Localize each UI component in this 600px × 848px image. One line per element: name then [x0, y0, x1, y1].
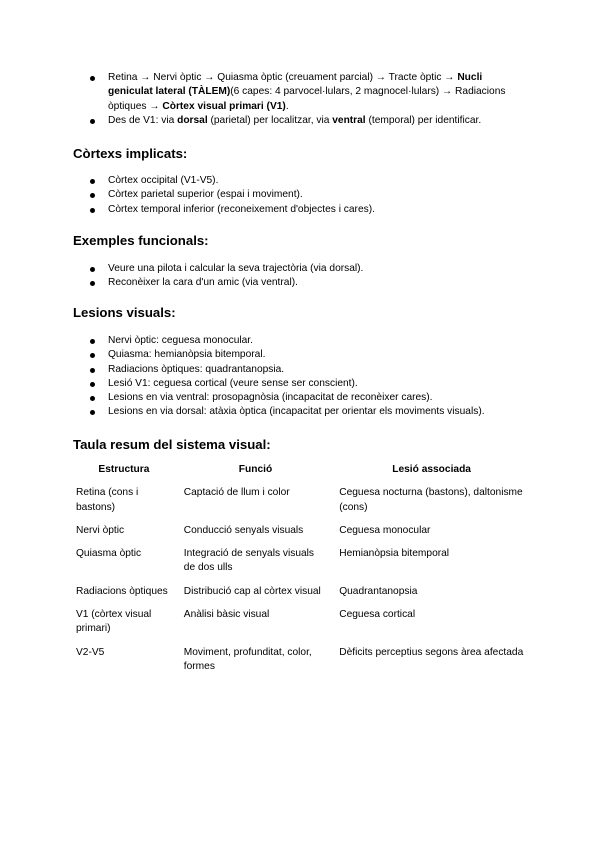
- list-item: Veure una pilota i calcular la seva trajectòria (via dorsal).: [88, 262, 528, 276]
- table-row: [70, 608, 530, 646]
- table-cell: Anàlisi bàsic visual: [183, 609, 270, 621]
- text-run: .: [285, 100, 289, 112]
- table-row: [70, 524, 530, 547]
- text-run: Des de V1: via: [108, 114, 178, 126]
- section-heading-lesions: Lesions visuals:: [73, 305, 176, 320]
- list-item: Lesions en via dorsal: atàxia òptica (incapacitat per orientar els moviments visuals).: [88, 405, 528, 419]
- list-item: Còrtex parietal superior (espai i moviment).: [88, 188, 528, 202]
- column-header: Estructura: [98, 464, 150, 475]
- text-run: (parietal) per localitzar, via: [207, 114, 333, 126]
- pathway-list: [88, 71, 528, 128]
- examples-list: [88, 262, 528, 291]
- list-item: Radiacions òptiques: quadrantanopsia.: [88, 363, 528, 377]
- bold-run: dorsal: [177, 114, 208, 126]
- table-cell: Ceguesa monocular: [339, 524, 431, 536]
- table-cell: Retina (cons i bastons): [76, 487, 139, 513]
- table-header-row: [70, 457, 530, 486]
- table-row: [70, 646, 530, 684]
- table-cell: Quadrantanopsia: [339, 585, 418, 597]
- table-row: [70, 547, 530, 585]
- table-row: [70, 486, 530, 524]
- section-heading-table: Taula resum del sistema visual:: [73, 437, 271, 452]
- table-cell: Nervi òptic: [76, 524, 125, 536]
- table-cell: Ceguesa cortical: [339, 609, 416, 621]
- text-run: (temporal) per identificar.: [365, 114, 482, 126]
- text-run: (6 capes: 4 parvocel·lulars, 2 magnocel·lulars) → Radiacions òptiques →: [108, 86, 506, 112]
- bold-run: Nucli geniculat lateral (TÀLEM): [108, 72, 483, 98]
- list-item: Quiasma: hemianòpsia bitemporal.: [88, 348, 528, 362]
- cortex-list: [88, 174, 528, 217]
- list-item: Còrtex temporal inferior (reconeixement d'objectes i cares).: [88, 203, 528, 217]
- list-item: Lesió V1: ceguesa cortical (veure sense ser conscient).: [88, 377, 528, 391]
- list-item: Nervi òptic: ceguesa monocular.: [88, 334, 528, 348]
- table-cell: V1 (còrtex visual primari): [76, 609, 152, 635]
- summary-table: [70, 457, 530, 683]
- list-item: Còrtex occipital (V1-V5).: [88, 174, 528, 188]
- column-header: Funció: [238, 464, 273, 475]
- table-cell: Dèficits perceptius segons àrea afectada: [339, 646, 524, 658]
- table-cell: Moviment, profunditat, color, formes: [183, 646, 312, 672]
- lesions-list: [88, 334, 528, 420]
- table-cell: Distribució cap al còrtex visual: [183, 585, 321, 597]
- table-cell: Conducció senyals visuals: [183, 524, 304, 536]
- table-cell: V2-V5: [76, 646, 105, 658]
- table-cell: Integració de senyals visuals de dos ulls: [183, 548, 315, 574]
- bold-run: Còrtex visual primari (V1): [162, 100, 286, 112]
- list-item: [88, 71, 528, 114]
- text-run: Retina → Nervi òptic → Quiasma òptic (creuament parcial) → Tracte òptic →: [108, 72, 458, 83]
- bold-run: ventral: [332, 114, 366, 126]
- column-header: Lesió associada: [392, 464, 471, 475]
- table-cell: Hemianòpsia bitemporal: [339, 548, 450, 560]
- table-row: [70, 585, 530, 608]
- table-cell: Quiasma òptic: [76, 548, 142, 560]
- table-cell: Radiacions òptiques: [76, 585, 168, 597]
- table-cell: Captació de llum i color: [183, 487, 290, 499]
- table-cell: Ceguesa nocturna (bastons), daltonisme (cons): [339, 487, 523, 513]
- section-heading-examples: Exemples funcionals:: [73, 233, 209, 248]
- list-item: [88, 114, 528, 128]
- list-item: Reconèixer la cara d'un amic (via ventral).: [88, 276, 528, 290]
- section-heading-cortex: Còrtexs implicats:: [73, 146, 188, 161]
- list-item: Lesions en via ventral: prosopagnòsia (incapacitat de reconèixer cares).: [88, 391, 528, 405]
